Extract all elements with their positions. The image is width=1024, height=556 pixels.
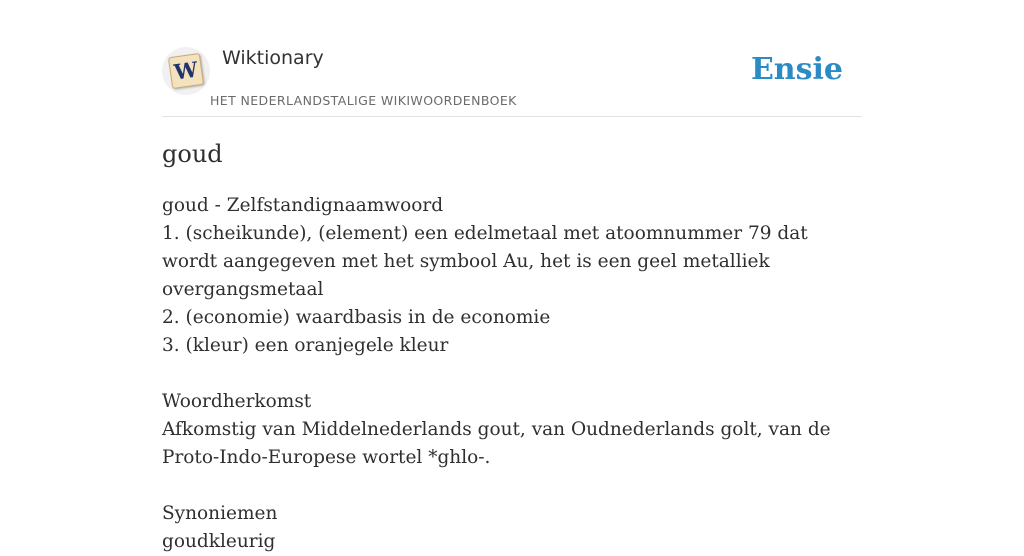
synonyms-heading: Synoniemen [162, 503, 278, 524]
etymology-text: Afkomstig van Middelnederlands gout, van Oudnederlands golt, van de Proto-Indo-Europese wortel *ghlo-. [162, 419, 831, 468]
spacer [162, 472, 862, 500]
wiktionary-logo-icon[interactable] [162, 47, 210, 95]
entry-content [162, 192, 862, 556]
part-of-speech-line: goud - Zelfstandignaamwoord [162, 195, 444, 216]
synonyms-text: goudkleurig [162, 531, 276, 552]
definition-2: 2. (economie) waardbasis in de economie [162, 307, 551, 328]
definition-3: 3. (kleur) een oranjegele kleur [162, 335, 449, 356]
page-title: goud [162, 140, 223, 168]
brand-logo[interactable]: Ensie [750, 52, 843, 87]
site-header [162, 0, 862, 117]
site-tagline: HET NEDERLANDSTALIGE WIKIWOORDENBOEK [210, 93, 517, 108]
site-name[interactable]: Wiktionary [222, 47, 324, 69]
logo-tile: W [168, 53, 204, 89]
etymology-heading: Woordherkomst [162, 391, 312, 412]
spacer [162, 360, 862, 388]
definition-1: 1. (scheikunde), (element) een edelmetaal met atoomnummer 79 dat wordt aangegeven met het symbool Au, het is een geel metalliek overgangsmetaal [162, 223, 808, 300]
